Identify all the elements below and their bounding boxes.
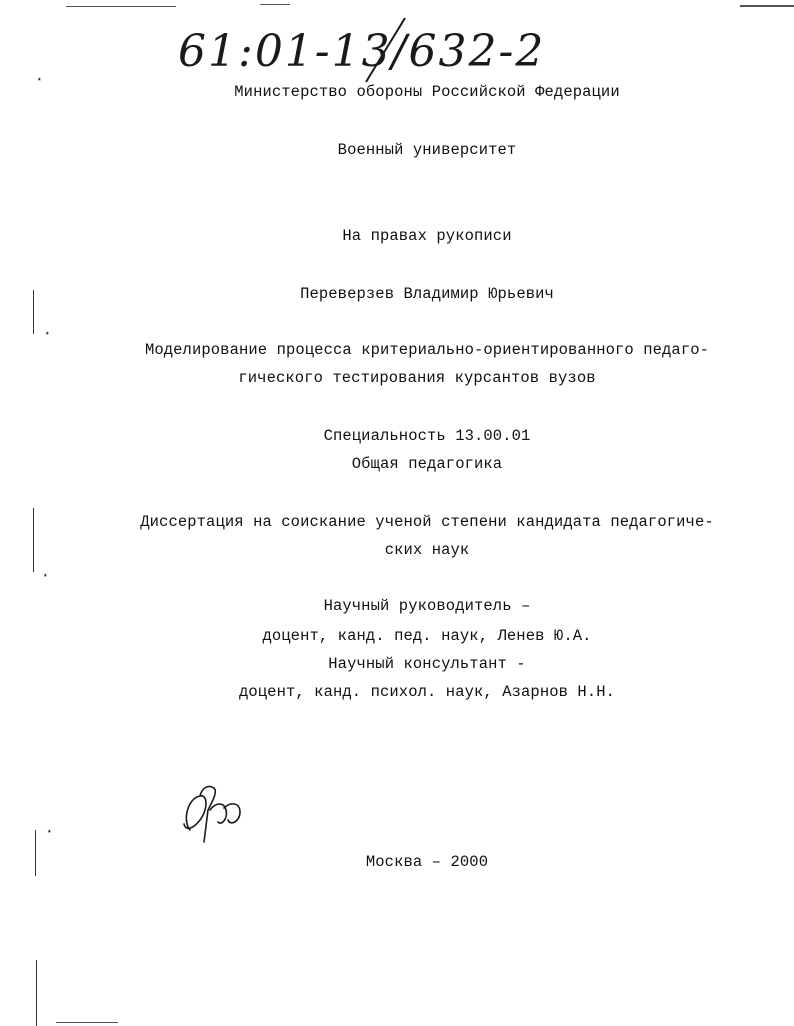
consultant-name: доцент, канд. психол. наук, Азарнов Н.Н. [238, 683, 616, 701]
handwritten-archive-number [170, 14, 570, 84]
specialty-name: Общая педагогика [351, 455, 503, 473]
scan-edge-top [740, 5, 794, 7]
signature-graphic [178, 780, 248, 846]
consultant-label: Научный консультант - [328, 655, 526, 673]
handwritten-archive-number-graphic [170, 14, 570, 84]
city-year: Москва – 2000 [365, 853, 489, 871]
scan-speck: ⋆ [36, 75, 43, 87]
supervisor-label: Научный руководитель – [323, 597, 531, 615]
dissertation-title-line-2: гического тестирования курсантов вузов [238, 369, 596, 387]
scan-edge-bottom [56, 1022, 118, 1023]
dissertation-title-line-1: Моделирование процесса критериально-ориентированного педаго- [144, 341, 710, 359]
author-signature [178, 780, 248, 846]
ministry-heading: Министерство обороны Российской Федерации [234, 83, 620, 101]
scan-speck: ⋆ [46, 827, 53, 839]
scan-binding-line [36, 960, 37, 1026]
university-heading: Военный университет [337, 141, 517, 159]
scan-speck: ⋆ [42, 571, 49, 583]
specialty-code: Специальность 13.00.01 [323, 427, 531, 445]
scan-edge-top [66, 6, 176, 7]
manuscript-note: На правах рукописи [342, 227, 512, 245]
degree-statement-line-1: Диссертация на соискание ученой степени кандидата педагогиче- [140, 513, 714, 531]
author-name: Переверзев Владимир Юрьевич [300, 285, 554, 303]
archive-number-text: 61:01-13/632-2 [178, 26, 546, 77]
scan-edge-top [260, 4, 290, 5]
supervisor-name: доцент, канд. пед. наук, Ленев Ю.А. [262, 627, 592, 645]
degree-statement-line-2: ских наук [384, 541, 470, 559]
scan-speck: ⋆ [44, 329, 51, 341]
